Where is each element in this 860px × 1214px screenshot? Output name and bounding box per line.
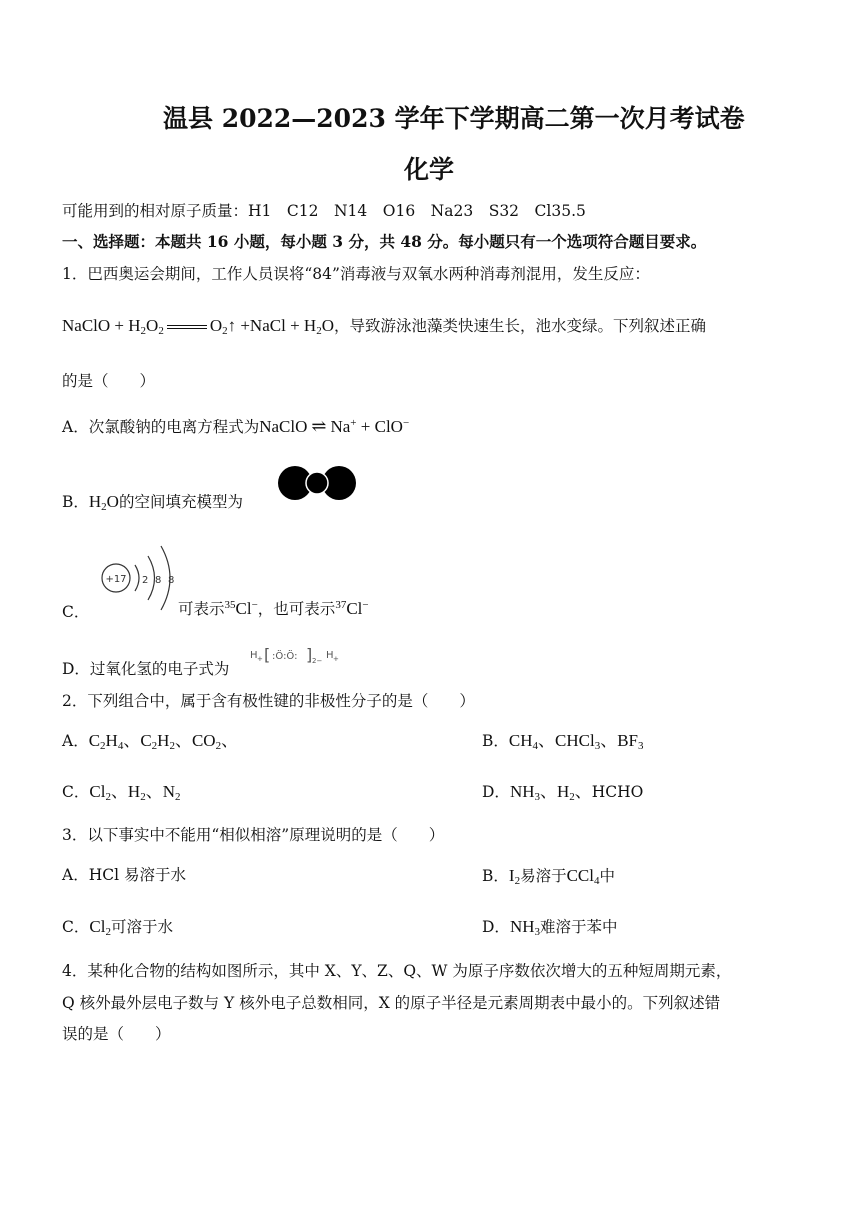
q2-option-a: A．$C_2H_4$、$C_2H_2$、$CO_2$、 <box>62 731 239 752</box>
q2-option-d: D．$NH_3$、$H_2$、HCHO <box>482 782 644 803</box>
svg-text:8: 8 <box>168 575 175 586</box>
q1-option-c-label: C． <box>62 603 90 621</box>
svg-text:]: ] <box>306 645 313 664</box>
svg-text:+: + <box>257 655 263 663</box>
q1-stem-line1: 1．巴西奥运会期间，工作人员误将“84”消毒液与双氧水两种消毒剂混用，发生反应： <box>62 265 650 283</box>
subject-title: 化学 <box>404 155 455 184</box>
q4-stem-line2: Q 核外最外层电子数与 Y 核外电子总数相同，X 的原子半径是元素周期表中最小的。下列叙述错 <box>62 994 721 1012</box>
chlorine-ion-structure-diagram <box>93 543 179 615</box>
q1-option-c: 可表示$^{35}$Cl−，也可表示$^{37}$Cl− <box>178 599 369 618</box>
exam-title: 温县 2022—2023 学年下学期高二第一次月考试卷 <box>163 104 745 133</box>
svg-text:H: H <box>250 650 258 661</box>
space-filling-model-image <box>276 465 358 501</box>
svg-text:2: 2 <box>142 575 149 586</box>
q1-stem-line3: 的是（ ） <box>62 372 156 390</box>
section-heading: 一、选择题：本题共 16 小题，每小题 3 分，共 48 分。每小题只有一个选项符合题目要求。 <box>62 232 707 251</box>
q3-option-b: B．$I_2$易溶于CCl$_4$中 <box>482 866 615 887</box>
q1-option-a: A．次氯酸钠的电离方程式为NaClO ⇌ Na+ + ClO− <box>62 416 410 436</box>
svg-text:+17: +17 <box>105 574 127 585</box>
q2-option-b: B．$CH_4$、CHCl$_3$、$BF_3$ <box>482 731 644 752</box>
q2-option-c: C．$Cl_2$、$H_2$、$N_2$ <box>62 782 181 803</box>
q1-equation-line <box>62 316 706 338</box>
q4-stem-line3: 误的是（ ） <box>62 1025 171 1043</box>
reaction-equation: NaClO + $H_2O_2$ $O_2↑$ +NaCl + $H_2O$ <box>62 316 334 337</box>
svg-text:[: [ <box>264 645 271 664</box>
svg-text:H: H <box>326 650 334 661</box>
q3-stem: 3．以下事实中不能用“相似相溶”原理说明的是（ ） <box>62 826 445 844</box>
q4-stem-line1: 4．某种化合物的结构如图所示，其中 X、Y、Z、Q、W 为原子序数依次增大的五种短周期元素， <box>62 962 732 980</box>
svg-text:2−: 2− <box>312 657 323 665</box>
ionization-equation: NaClO ⇌ Na+ + ClO− <box>259 416 410 436</box>
q3-option-c: C．$Cl_2$可溶于水 <box>62 917 173 938</box>
q3-option-d: D．$NH_3$难溶于苯中 <box>482 917 618 938</box>
svg-text::Ö:Ö:: :Ö:Ö: <box>272 651 298 662</box>
q2-stem: 2．下列组合中，属于含有极性键的非极性分子的是（ ） <box>62 692 475 710</box>
peroxide-electron-formula-image <box>248 642 348 668</box>
q1-stem-line2: ，导致游泳池藻类快速生长，池水变绿。下列叙述正确 <box>333 317 706 335</box>
q1-option-d: D．过氧化氢的电子式为 <box>62 660 230 678</box>
atomic-mass-line: 可能用到的相对原子质量：H1 C12 N14 O16 Na23 S32 Cl35.5 <box>62 202 586 220</box>
q3-option-a: A．HCl 易溶于水 <box>62 866 186 884</box>
q1-option-b: B．$H_2O$的空间填充模型为 <box>62 492 243 513</box>
svg-text:8: 8 <box>155 575 162 586</box>
svg-text:+: + <box>333 655 339 663</box>
